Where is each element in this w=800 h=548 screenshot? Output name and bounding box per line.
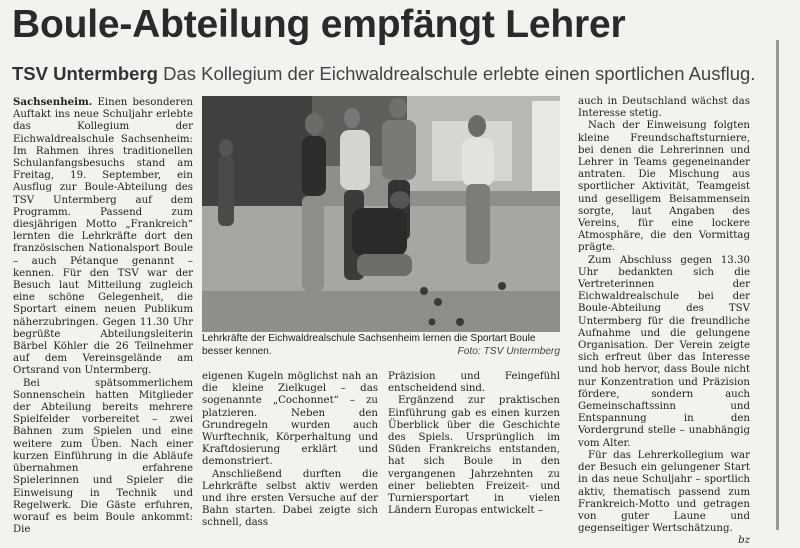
subheadline — [12, 62, 792, 86]
paragraph: Nach der Einweisung folgten kleine Freundschaftsturniere, bei denen die Lehrerinnen und Lehrer in Teams gegeneinander antraten. Die Mischung aus sportlicher Aktivität, Teamgeist und geselligem Beisammensein sorgte, laut Angaben des Vereins, für eine lockere Atmosphäre, die den Vormittag prägte. — [578, 120, 750, 254]
kicker: TSV Untermberg — [12, 63, 158, 84]
boule-players-photo — [202, 96, 560, 332]
column-3 — [388, 371, 560, 517]
article-photo — [202, 96, 560, 332]
paragraph: Ergänzend zur praktischen Einführung gab es einen kurzen Überblick über die Geschichte des Spiels. Ursprünglich im Süden Frankreichs entstanden, hat sich Boule in den vergangenen Jahrzehnten zu einer beliebten Freizeit- und Turniersportart in vielen Ländern Europas entwickelt – — [388, 395, 560, 517]
paragraph: Präzision und Feingefühl entscheidend sind. — [388, 371, 560, 395]
column-1 — [13, 96, 193, 536]
paragraph — [13, 96, 193, 378]
photo-caption — [202, 333, 560, 358]
photo-credit: Foto: TSV Untermberg — [457, 345, 560, 357]
headline: Boule-Abteilung empfängt Lehrer — [12, 3, 626, 46]
paragraph-text: Für das Lehrerkollegium war der Besuch ein gelungener Start in das neue Schuljahr – sportlich aktiv, thematisch passend zum Frankreich-Motto und getragen von guter Laune und gegenseitiger Wertschätzung. — [578, 449, 750, 535]
paragraph-text: Einen besonderen Auftakt ins neue Schuljahr erlebte das Kollegium der Eichwaldrealschule Sachsenheim: Im Rahmen ihres traditionellen Schulanfangsbesuchs stand am Freitag, 19. September, ein Ausflug zur Boule-Abteilung des TSV Untermberg auf dem Programm. Passend zum diesjährigen Motto „Frankreich“ lernten die Lehrkräfte dort den französischen Nationalsport Boule – auch Pétanque genannt – kennen. Für den TSV war der Besuch laut Mitteilung zugleich eine schöne Gelegenheit, die Sportart einem neuen Publikum näherzubringen. Gegen 11.30 Uhr begrüßte Abteilungsleiterin Bärbel Köhler die 26 Teilnehmer auf dem Vereinsgelände am Ortsrand von Untermberg. — [13, 97, 193, 377]
caption-text: Lehrkräfte der Eichwaldrealschule Sachsenheim lernen die Sportart Boule besser kennen. — [202, 333, 536, 357]
dateline: Sachsenheim. — [13, 96, 93, 108]
author-initials: bz — [738, 535, 750, 547]
column-4 — [578, 96, 750, 548]
paragraph: auch in Deutschland wächst das Interesse stetig. — [578, 96, 750, 120]
paragraph: Anschließend durften die Lehrkräfte selbst aktiv werden und ihre ersten Versuche auf der Bahn starten. Dabei zeigte sich schnell, dass — [202, 468, 378, 529]
paragraph: Bei spätsommerlichem Sonnenschein hatten Mitglieder der Abteilung bereits mehrere Spielfelder vorbereitet – zwei Bahnen zum Spielen und eine weitere zum Üben. Nach einer kurzen Einführung in die Abläufe übernahmen erfahrene Spielerinnen und Spieler die Einweisung in Technik und Regelwerk. Die Gäste erfuhren, worauf es beim Boule ankommt: Die — [13, 377, 193, 536]
column-2 — [202, 371, 378, 530]
paragraph: Zum Abschluss gegen 13.30 Uhr bedankten sich die Vertreterinnen der Eichwaldrealschule bei der Boule-Abteilung des TSV Untermberg für die freundliche Aufnahme und die gelungene Organisation. Der Verein zeigte sich erfreut über das Interesse und hob hervor, dass Boule nicht nur Konzentration und Präzision fördere, sondern auch Gemeinschaftssinn und Entspannung in den Vordergrund stelle – unabhängig vom Alter. — [578, 254, 750, 449]
edge-rule — [776, 40, 779, 530]
paragraph — [578, 449, 750, 547]
subheadline-text: Das Kollegium der Eichwaldrealschule erlebte einen sportlichen Ausflug. — [163, 63, 756, 84]
paragraph: eigenen Kugeln möglichst nah an die kleine Zielkugel – das sogenannte „Cochonnet“ – zu platzieren. Neben den Grundregeln wurden auch Wurftechnik, Körperhaltung und Kraftdosierung erklärt und demonstriert. — [202, 371, 378, 468]
